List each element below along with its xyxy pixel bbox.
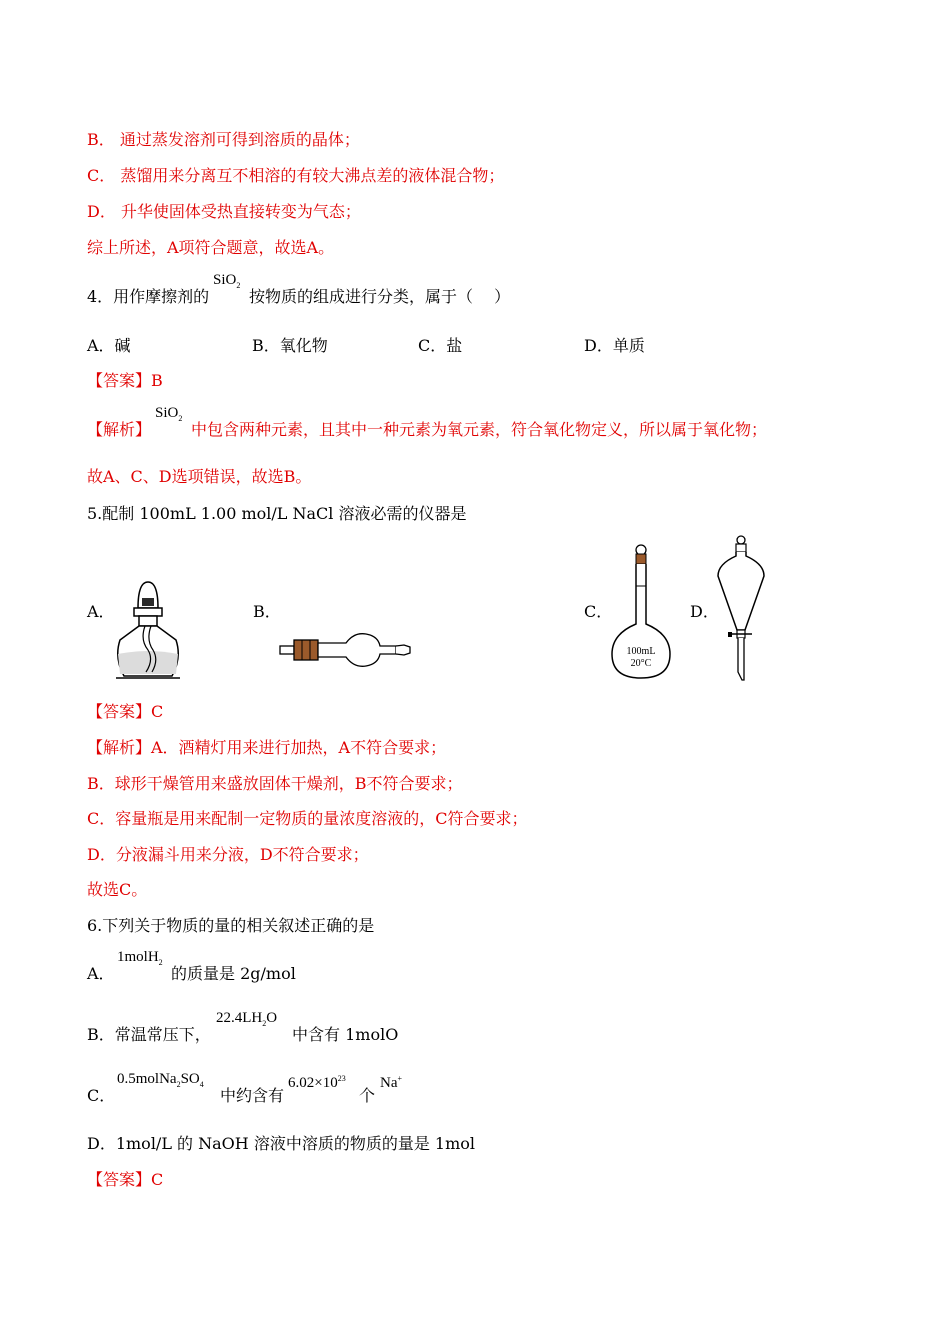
q4-stem-prefix: 4．用作摩擦剂的 <box>87 287 210 306</box>
q5-stem: 5.配制 100mL 1.00 mol/L NaCl 溶液必需的仪器是 <box>87 504 467 523</box>
q6-option-a-formula: 1molH$_2$ <box>117 949 163 967</box>
q6-option-d: D．1mol/L 的 NaOH 溶液中溶质的物质的量是 1mol <box>87 1134 476 1153</box>
q4-answer: 【答案】B <box>87 371 163 390</box>
q4-stem-suffix: 按物质的组成进行分类，属于（ ） <box>249 287 511 306</box>
q5-analysis-b: B．球形干燥管用来盛放固体干燥剂，B不符合要求； <box>87 774 463 793</box>
q6-option-c-unit: 个 <box>359 1086 376 1105</box>
q4-option-d: D．单质 <box>584 336 645 355</box>
separatory-funnel-icon <box>714 534 766 684</box>
q4-option-c: C．盐 <box>418 336 463 355</box>
q6-answer: 【答案】C <box>87 1170 164 1189</box>
prev-conclusion: 综上所述，A项符合题意，故选A。 <box>87 238 335 257</box>
prev-explanation-c: C． 蒸馏用来分离互不相溶的有较大沸点差的液体混合物； <box>87 166 505 185</box>
q5-option-d: D． <box>690 602 719 621</box>
q4-analysis-conclusion: 故A、C、D选项错误，故选B。 <box>87 467 312 486</box>
q5-option-b: B． <box>253 602 281 621</box>
q6-option-b-label: B．常温常压下， <box>87 1025 211 1044</box>
prev-explanation-d: D． 升华使固体受热直接转变为气态； <box>87 202 361 221</box>
q6-stem: 6.下列关于物质的量的相关叙述正确的是 <box>87 916 375 935</box>
q6-option-c-text: 中约含有 <box>220 1086 285 1105</box>
q5-conclusion: 故选C。 <box>87 880 148 899</box>
q4-analysis-label: 【解析】 <box>87 420 152 439</box>
q5-analysis-a: 【解析】A．酒精灯用来进行加热，A不符合要求； <box>87 738 447 757</box>
flask-volume-label: 100mL <box>626 646 656 657</box>
q6-option-b-text: 中含有 1molO <box>292 1025 399 1044</box>
q5-option-a: A． <box>87 602 115 621</box>
q6-option-b-formula: $22.4LH_2O$ <box>216 1010 278 1028</box>
volumetric-flask-icon <box>608 542 674 682</box>
alcohol-lamp-icon <box>110 578 186 682</box>
q5-answer: 【答案】C <box>87 702 164 721</box>
q4-formula: SiO$_2$ <box>213 272 241 290</box>
q4-analysis-formula: SiO$_2$ <box>155 405 183 423</box>
drying-tube-icon <box>278 628 418 672</box>
q6-option-a-text: 的质量是 2g/mol <box>171 964 296 983</box>
flask-temp-label: 20°C <box>630 658 652 669</box>
q4-analysis-text: 中包含两种元素，且其中一种元素为氧元素，符合氧化物定义，所以属于氧化物； <box>191 420 768 439</box>
q4-option-b: B．氧化物 <box>252 336 328 355</box>
q6-option-c-ion: Na+ <box>380 1074 403 1091</box>
prev-explanation-b: B． 通过蒸发溶剂可得到溶质的晶体； <box>87 130 360 149</box>
q4-option-a: A．碱 <box>87 336 131 355</box>
q6-option-c-number: $6.02\times 10^{23}$ <box>288 1074 346 1091</box>
q5-option-c: C． <box>584 602 613 621</box>
q6-option-c-formula: $0.5molNa_2SO_4$ <box>117 1071 204 1089</box>
q5-analysis-d: D．分液漏斗用来分液，D不符合要求； <box>87 845 369 864</box>
q6-option-a-label: A． <box>87 964 115 983</box>
q6-option-c-label: C． <box>87 1086 116 1105</box>
q5-analysis-c: C．容量瓶是用来配制一定物质的量浓度溶液的，C符合要求； <box>87 809 528 828</box>
